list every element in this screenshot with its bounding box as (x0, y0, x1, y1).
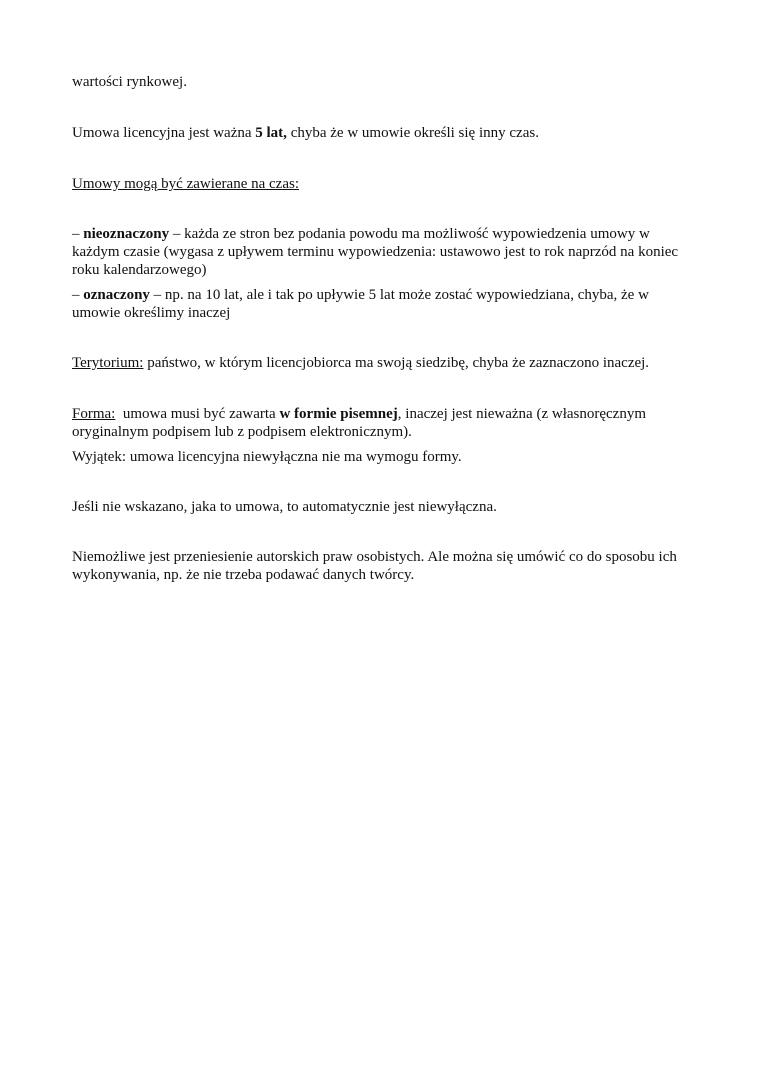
paragraph-territory (72, 354, 682, 372)
paragraph-text: wartości rynkowej. (72, 74, 187, 90)
paragraph-text: chyba że w umowie określi się inny czas. (286, 125, 539, 141)
dash-marker: – (72, 287, 84, 303)
paragraph-text: Jeśli nie wskazano, jaka to umowa, to automatycznie jest niewyłączna. (72, 499, 497, 515)
section-heading-duration (72, 175, 682, 193)
bold-term: 5 lat, (255, 125, 287, 141)
paragraph-text: – każda ze stron bez podania powodu ma możliwość wypowiedzenia umowy w każdym czasie (wygasa z upływem terminu wypowiedzenia: ustawowo jest to rok naprzód na koniec roku kalendarzowego) (72, 226, 679, 278)
paragraph-text: Wyjątek: umowa licencyjna niewyłączna nie ma wymogu formy. (72, 449, 462, 465)
bold-term: w formie pisemnej (279, 406, 398, 422)
paragraph-license-validity (72, 124, 682, 142)
paragraph-form (72, 405, 682, 441)
bold-term: oznaczony (83, 287, 150, 303)
paragraph-market-value (72, 73, 682, 91)
underlined-heading: Umowy mogą być zawierane na czas: (72, 176, 299, 192)
list-item-definite (72, 286, 682, 322)
paragraph-moral-rights (72, 548, 682, 584)
paragraph-text: , inaczej jest nieważna (z własnoręcznym oryginalnym podpisem lub z podpisem elektronicznym). (72, 406, 646, 440)
paragraph-text: Niemożliwe jest przeniesienie autorskich praw osobistych. Ale można się umówić co do sposobu ich wykonywania, np. że nie trzeba podawać danych twórcy. (72, 549, 677, 583)
dash-marker: – (72, 226, 84, 242)
underlined-label: Terytorium: (72, 355, 144, 371)
underlined-label: Forma: (72, 406, 116, 422)
paragraph-text: umowa musi być zawarta (115, 406, 280, 422)
paragraph-exception (72, 448, 682, 466)
paragraph-text: państwo, w którym licencjobiorca ma swoją siedzibę, chyba że zaznaczono inaczej. (143, 355, 650, 371)
list-item-indefinite (72, 225, 682, 279)
bold-term: nieoznaczony (83, 226, 170, 242)
paragraph-default-nonexclusive (72, 498, 682, 516)
paragraph-text: – np. na 10 lat, ale i tak po upływie 5 lat może zostać wypowiedziana, chyba, że w umowie określimy inaczej (72, 287, 649, 321)
paragraph-text: Umowa licencyjna jest ważna (72, 125, 256, 141)
